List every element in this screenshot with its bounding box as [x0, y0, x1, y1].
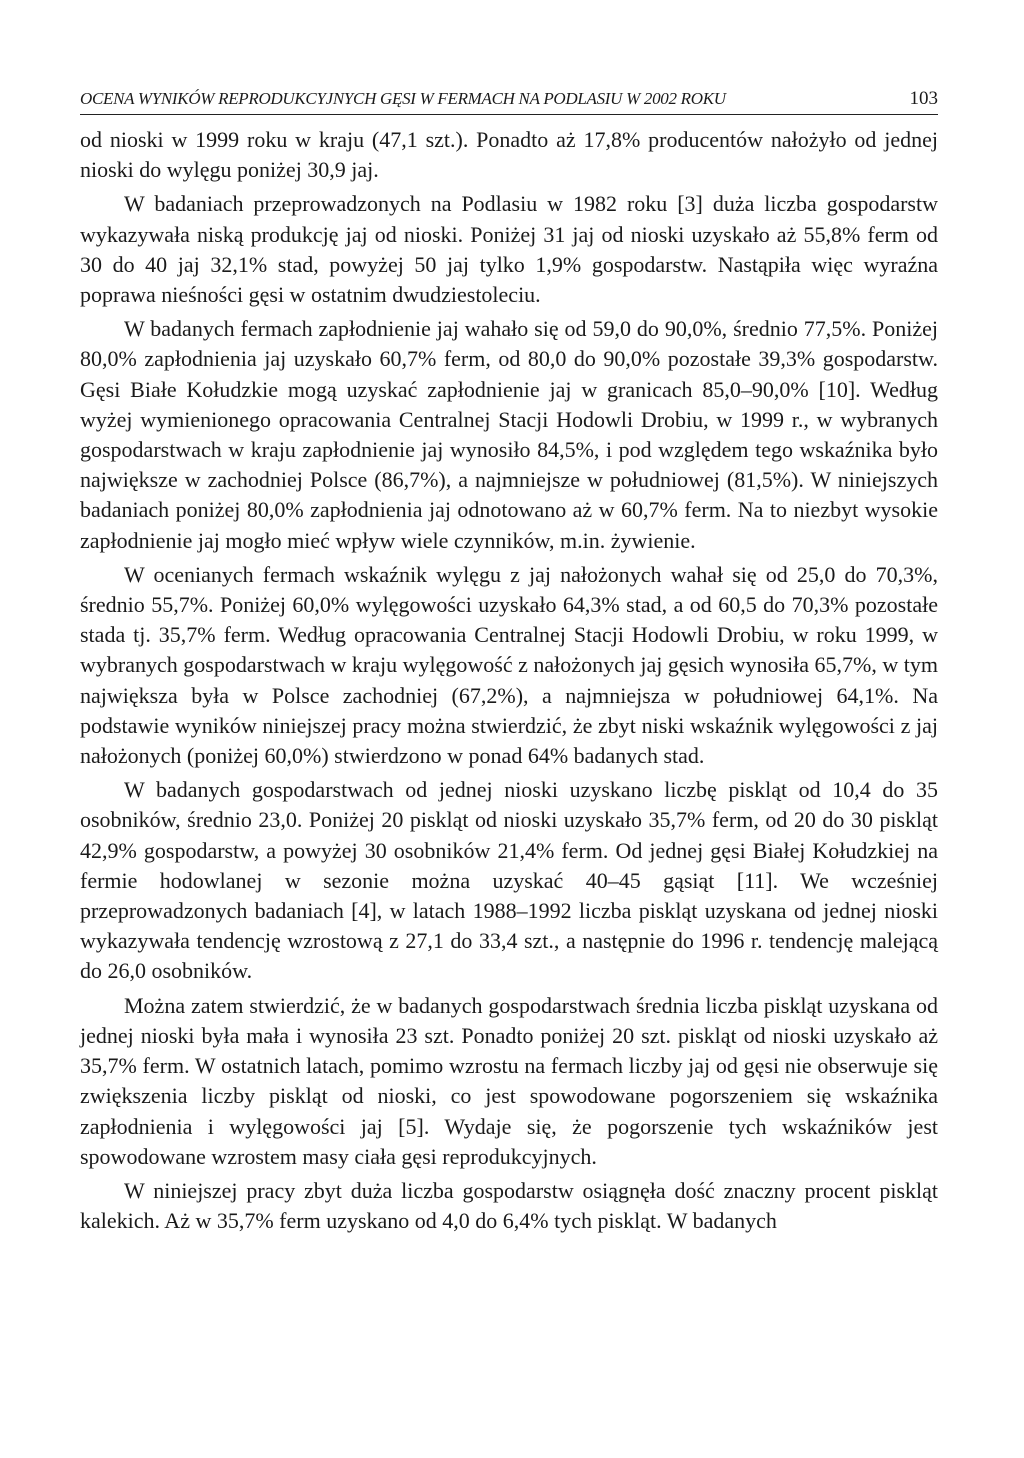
page-number: 103	[909, 88, 938, 109]
paragraph: W badanych gospodarstwach od jednej nioski uzyskano liczbę piskląt od 10,4 do 35 osobników, średnio 23,0. Poniżej 20 piskląt od nioski uzyskało 35,7% ferm, od 20 do 30 piskląt 42,9% gospodarstw, a powyżej 30 osobników 21,4% ferm. Od jednej gęsi Białej Kołudzkiej na fermie hodowlanej w sezonie można uzyskać 40–45 gąsiąt [11]. We wcześniej przeprowadzonych badaniach [4], w latach 1988–1992 liczba piskląt uzyskana od jednej nioski wykazywała tendencję wzrostową z 27,1 do 33,4 szt., a następnie do 1996 r. tendencję malejącą do 26,0 osobników.	[80, 777, 938, 984]
paragraph: W badanych fermach zapłodnienie jaj wahało się od 59,0 do 90,0%, średnio 77,5%. Poniżej 80,0% zapłodnienia jaj uzyskało 60,7% ferm, od 80,0 do 90,0% pozostałe 39,3% gospodarstw. Gęsi Białe Kołudzkie mogą uzyskać zapłodnienie jaj w granicach 85,0–90,0% [10]. Według wyżej wymienionego opracowania Centralnej Stacji Hodowli Drobiu, w 1999 r., w wybranych gospodarstwach w kraju zapłodnienie jaj wynosiło 84,5%, i pod względem tego wskaźnika było największe w zachodniej Polsce (86,7%), a najmniejsze w południowej (81,5%). W niniejszych badaniach poniżej 80,0% zapłodnienia jaj odnotowano aż w 60,7% ferm. Na to niezbyt wysokie zapłodnienie jaj mogło mieć wpływ wiele czynników, m.in. żywienie.	[80, 316, 938, 553]
paragraph: W ocenianych fermach wskaźnik wylęgu z jaj nałożonych wahał się od 25,0 do 70,3%, średnio 55,7%. Poniżej 60,0% wylęgowości uzyskało 64,3% stad, a od 60,5 do 70,3% pozostałe stada tj. 35,7% ferm. Według opracowania Centralnej Stacji Hodowli Drobiu, w roku 1999, w wybranych gospodarstwach w kraju wylęgowość z nałożonych jaj gęsich wynosiła 65,7%, w tym największa była w Polsce zachodniej (67,2%), a najmniejsza w południowej 64,1%. Na podstawie wyników niniejszej pracy można stwierdzić, że zbyt niski wskaźnik wylęgowości z jaj nałożonych (poniżej 60,0%) stwierdzono w ponad 64% badanych stad.	[80, 561, 938, 769]
running-title: OCENA WYNIKÓW REPRODUKCYJNYCH GĘSI W FERMACH NA PODLASIU W 2002 ROKU	[80, 89, 726, 108]
paragraph: Można zatem stwierdzić, że w badanych gospodarstwach średnia liczba piskląt uzyskana od jednej nioski była mała i wynosiła 23 szt. Ponadto poniżej 20 szt. piskląt od nioski uzyskało aż 35,7% ferm. W ostatnich latach, pomimo wzrostu na fermach liczby jaj od gęsi nie obserwuje się zwiększenia liczby piskląt od nioski, co jest spowodowane pogorszeniem się wskaźnika zapłodnienia i wylęgowości jaj [5]. Wydaje się, że pogorszenie tych wskaźników jest spowodowane wzrostem masy ciała gęsi reprodukcyjnych.	[80, 992, 938, 1169]
paragraph-continuation: od nioski w 1999 roku w kraju (47,1 szt.). Ponadto aż 17,8% producentów nałożyło od jednej nioski do wylęgu poniżej 30,9 jaj.	[80, 127, 938, 183]
page	[80, 88, 938, 1240]
paragraph: W badaniach przeprowadzonych na Podlasiu w 1982 roku [3] duża liczba gospodarstw wykazywała niską produkcję jaj od nioski. Poniżej 31 jaj od nioski uzyskało aż 55,8% ferm od 30 do 40 jaj 32,1% stad, powyżej 50 jaj tylko 1,9% gospodarstw. Nastąpiła więc wyraźna poprawa nieśności gęsi w ostatnim dwudziestoleciu.	[80, 191, 938, 308]
paragraph: W niniejszej pracy zbyt duża liczba gospodarstw osiągnęła dość znaczny procent piskląt kalekich. Aż w 35,7% ferm uzyskano od 4,0 do 6,4% tych piskląt. W badanych	[80, 1177, 938, 1234]
running-header	[80, 88, 938, 115]
body-text	[80, 125, 938, 1236]
